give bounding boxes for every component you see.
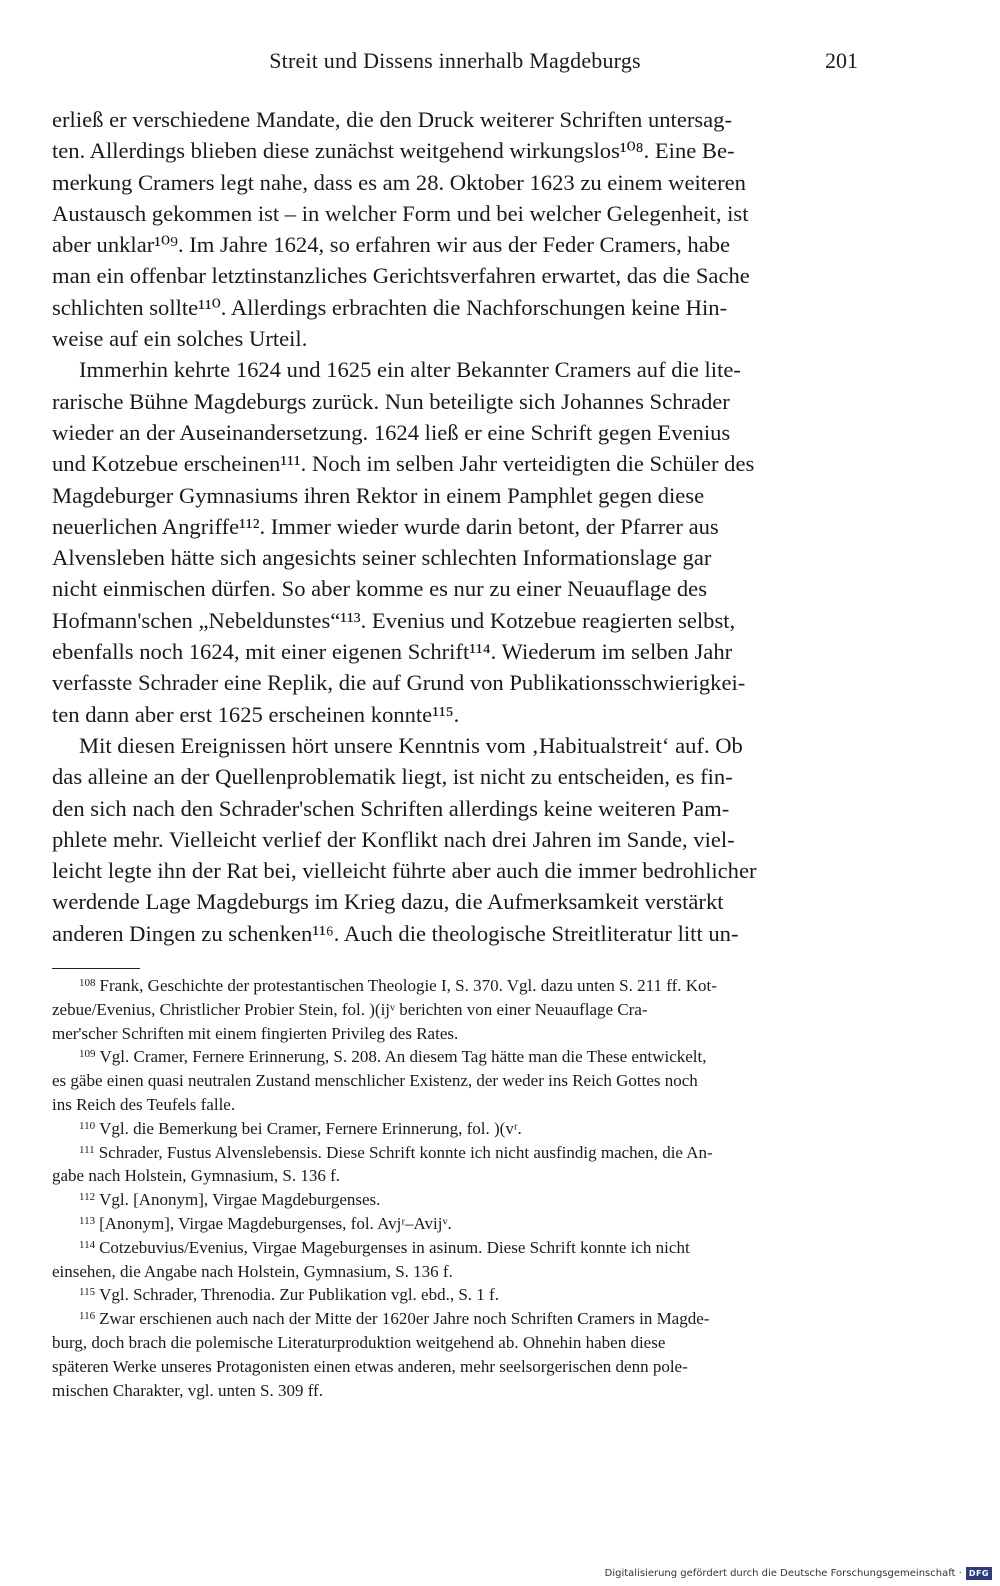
footnote-divider — [52, 968, 140, 969]
footnote-text: Cotzebuvius/Evenius, Virgae Mageburgenses in asinum. Diese Schrift konnte ich nicht — [99, 1237, 690, 1257]
footnote-number: 110 — [79, 1119, 96, 1132]
footnote-text: Zwar erschienen auch nach der Mitte der 1620er Jahre noch Schriften Cramers in Magde- — [99, 1309, 710, 1329]
footnote-number: 113 — [79, 1214, 96, 1227]
footnote-text: Vgl. Schrader, Threnodia. Zur Publikation vgl. ebd., S. 1 f. — [99, 1285, 499, 1305]
text-line: phlete mehr. Vielleicht verlief der Konflikt nach drei Jahren im Sande, viel- — [52, 826, 735, 852]
text-line: den sich nach den Schrader'schen Schriften allerdings keine weiteren Pam- — [52, 795, 730, 821]
footnote-text: [Anonym], Virgae Magdeburgenses, fol. Avjʳ–Avijᵛ. — [99, 1213, 452, 1233]
footnote-line: mischen Charakter, vgl. unten S. 309 ff. — [52, 1380, 323, 1400]
text-line: verfasste Schrader eine Replik, die auf Grund von Publikationsschwierigkei- — [52, 670, 746, 696]
dfg-logo-icon: DFG — [966, 1567, 992, 1580]
text-line: werdende Lage Magdeburgs im Krieg dazu, die Aufmerksamkeit verstärkt — [52, 889, 724, 915]
footnote-line: ins Reich des Teufels falle. — [52, 1094, 236, 1114]
text-line: nicht einmischen dürfen. So aber komme es nur zu einer Neuauflage des — [52, 576, 707, 602]
footnote-109 — [52, 1045, 860, 1069]
main-text — [52, 104, 860, 949]
running-title: Streit und Dissens innerhalb Magdeburgs — [269, 48, 641, 73]
footnote-114 — [52, 1236, 860, 1260]
text-line: man ein offenbar letztinstanzliches Gerichtsverfahren erwartet, das die Sache — [52, 263, 750, 289]
text-line: leicht legte ihn der Rat bei, vielleicht führte aber auch die immer bedrohlicher — [52, 858, 757, 884]
footnote-number: 116 — [79, 1310, 96, 1323]
text-line: das alleine an der Quellenproblematik liegt, ist nicht zu entscheiden, es fin- — [52, 764, 733, 790]
footnote-line: zebue/Evenius, Christlicher Probier Stein, fol. )(ijᵛ berichten von einer Neuauflage Cra- — [52, 999, 648, 1019]
text-line: Hofmann'schen „Nebeldunstes“¹¹³. Evenius und Kotzebue reagierten selbst, — [52, 607, 736, 633]
footnote-111 — [52, 1141, 860, 1165]
text-line: und Kotzebue erscheinen¹¹¹. Noch im selben Jahr verteidigten die Schüler des — [52, 451, 755, 477]
digitization-credit — [605, 1567, 992, 1580]
footnote-number: 109 — [79, 1048, 96, 1061]
footnote-text: Schrader, Fustus Alvenslebensis. Diese Schrift konnte ich nicht ausfindig machen, die An- — [98, 1142, 713, 1162]
text-line: ten. Allerdings blieben diese zunächst weitgehend wirkungslos¹⁰⁸. Eine Be- — [52, 138, 735, 164]
text-line: Mit diesen Ereignissen hört unsere Kenntnis vom ‚Habitualstreit‘ auf. Ob — [79, 732, 743, 758]
digitization-credit-text: Digitalisierung gefördert durch die Deutsche Forschungsgemeinschaft · — [604, 1568, 962, 1579]
text-line: rarische Bühne Magdeburgs zurück. Nun beteiligte sich Johannes Schrader — [52, 388, 730, 414]
footnote-112 — [52, 1188, 860, 1212]
text-line: schlichten sollte¹¹⁰. Allerdings erbrachten die Nachforschungen keine Hin- — [52, 294, 728, 320]
footnote-line: mer'scher Schriften mit einem fingierten Privileg des Rates. — [52, 1023, 459, 1043]
footnote-text: Vgl. [Anonym], Virgae Magdeburgenses. — [99, 1190, 381, 1210]
footnote-number: 111 — [79, 1143, 95, 1156]
text-line: ebenfalls noch 1624, mit einer eigenen Schrift¹¹⁴. Wiederum im selben Jahr — [52, 639, 733, 665]
footnotes — [52, 974, 860, 1402]
footnote-line: einsehen, die Angabe nach Holstein, Gymnasium, S. 136 f. — [52, 1261, 453, 1281]
footnote-113 — [52, 1212, 860, 1236]
running-header — [52, 48, 858, 82]
footnote-line: burg, doch brach die polemische Literaturproduktion weitgehend ab. Ohnehin haben diese — [52, 1332, 666, 1352]
text-line: Magdeburger Gymnasiums ihren Rektor in einem Pamphlet gegen diese — [52, 482, 705, 508]
text-line: erließ er verschiedene Mandate, die den Druck weiterer Schriften untersag- — [52, 107, 733, 132]
footnote-number: 108 — [79, 977, 96, 989]
footnote-110 — [52, 1117, 860, 1141]
text-line: neuerlichen Angriffe¹¹². Immer wieder wurde darin betont, der Pfarrer aus — [52, 513, 719, 539]
text-line: weise auf ein solches Urteil. — [52, 326, 308, 352]
footnote-text: Vgl. die Bemerkung bei Cramer, Fernere Erinnerung, fol. )(vʳ. — [99, 1118, 522, 1138]
footnote-line: späteren Werke unseres Protagonisten einen etwas anderen, mehr seelsorgerischen denn pole- — [52, 1356, 688, 1376]
text-line: anderen Dingen zu schenken¹¹⁶. Auch die theologische Streitliteratur litt un- — [52, 920, 739, 946]
footnote-line: es gäbe einen quasi neutralen Zustand menschlicher Existenz, der weder ins Reich Gottes noch — [52, 1071, 698, 1091]
page-number: 201 — [825, 48, 858, 73]
text-line: merkung Cramers legt nahe, dass es am 28. Oktober 1623 zu einem weiteren — [52, 169, 746, 195]
text-line: wieder an der Auseinandersetzung. 1624 ließ er eine Schrift gegen Evenius — [52, 419, 731, 445]
footnote-number: 114 — [79, 1238, 96, 1251]
footnote-text: Vgl. Cramer, Fernere Erinnerung, S. 208. An diesem Tag hätte man die These entwickelt, — [99, 1047, 707, 1067]
footnote-115 — [52, 1283, 860, 1307]
footnote-text: Frank, Geschichte der protestantischen Theologie I, S. 370. Vgl. dazu unten S. 211 ff. Kot- — [99, 976, 717, 995]
text-line: aber unklar¹⁰⁹. Im Jahre 1624, so erfahren wir aus der Feder Cramers, habe — [52, 232, 731, 258]
text-line: Austausch gekommen ist – in welcher Form und bei welcher Gelegenheit, ist — [52, 200, 749, 226]
footnote-number: 115 — [79, 1286, 96, 1299]
footnote-108 — [52, 974, 860, 998]
text-line: Immerhin kehrte 1624 und 1625 ein alter Bekannter Cramers auf die lite- — [79, 357, 741, 383]
footnote-number: 112 — [79, 1191, 96, 1204]
footnote-line: gabe nach Holstein, Gymnasium, S. 136 f. — [52, 1166, 341, 1186]
text-line: Alvensleben hätte sich angesichts seiner schlechten Informationslage gar — [52, 545, 712, 571]
text-line: ten dann aber erst 1625 erscheinen konnte¹¹⁵. — [52, 701, 460, 727]
footnote-116 — [52, 1307, 860, 1331]
